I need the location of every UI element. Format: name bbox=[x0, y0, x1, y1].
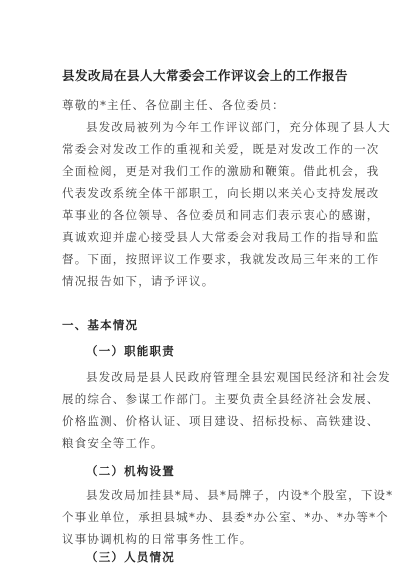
intro-paragraph bbox=[62, 116, 391, 292]
paragraph-line: 议事协调机构的日常事务性工作。 bbox=[62, 532, 253, 546]
subsection-3 bbox=[62, 546, 352, 568]
paragraph-line: 个事业单位，承担县城*办、县委*办公室、*办、*办等*个 bbox=[62, 510, 389, 524]
paragraph-line: 县发改局被列为今年工作评议部门，充分体现了县人大 bbox=[86, 120, 391, 134]
paragraph-line: 展的综合、参谋工作部门。主要负责全县经济社会发展、 bbox=[62, 392, 380, 406]
salutation-block bbox=[62, 94, 352, 116]
subsection-heading: （一）职能职责 bbox=[86, 344, 175, 358]
paragraph-line: 县发改局是县人民政府管理全县宏观国民经济和社会发 bbox=[86, 370, 391, 384]
paragraph-line: 代表发改系统全体干部职工，向长期以来关心支持发展改 bbox=[62, 186, 380, 200]
paragraph-line: 常委会对发改工作的重视和关爱，既是对发改工作的一次 bbox=[62, 142, 380, 156]
paragraph-line: 真诚欢迎并虚心接受县人大常委会对我局工作的指导和监 bbox=[62, 230, 380, 244]
document-title: 县发改局在县人大常委会工作评议会上的工作报告 bbox=[61, 68, 348, 83]
subsection-2-body bbox=[62, 484, 394, 550]
paragraph-line: 全面检阅，更是对我们工作的激励和鞭策。借此机会，我 bbox=[62, 164, 380, 178]
paragraph-line: 粮食安全等工作。 bbox=[62, 436, 164, 450]
subsection-heading: （三）人员情况 bbox=[86, 550, 175, 564]
subsection-1 bbox=[62, 340, 352, 362]
section-1 bbox=[62, 314, 352, 336]
paragraph-line: 价格监测、价格认证、项目建设、招标投标、高铁建设、 bbox=[62, 414, 380, 428]
paragraph-line: 革事业的各位领导、各位委员和同志们表示衷心的感谢， bbox=[62, 208, 380, 222]
section-heading: 一、基本情况 bbox=[62, 318, 139, 332]
paragraph-line: 县发改局加挂县*局、县*局牌子，内设*个股室，下设* bbox=[86, 488, 394, 502]
paragraph-line: 督。下面，按照评议工作要求，我就发改局三年来的工作 bbox=[62, 252, 380, 266]
subsection-2 bbox=[62, 460, 352, 482]
subsection-heading: （二）机构设置 bbox=[86, 464, 175, 478]
salutation: 尊敬的*主任、各位副主任、各位委员： bbox=[62, 98, 285, 112]
subsection-1-body bbox=[62, 366, 391, 454]
paragraph-line: 情况报告如下，请予评议。 bbox=[62, 274, 215, 288]
